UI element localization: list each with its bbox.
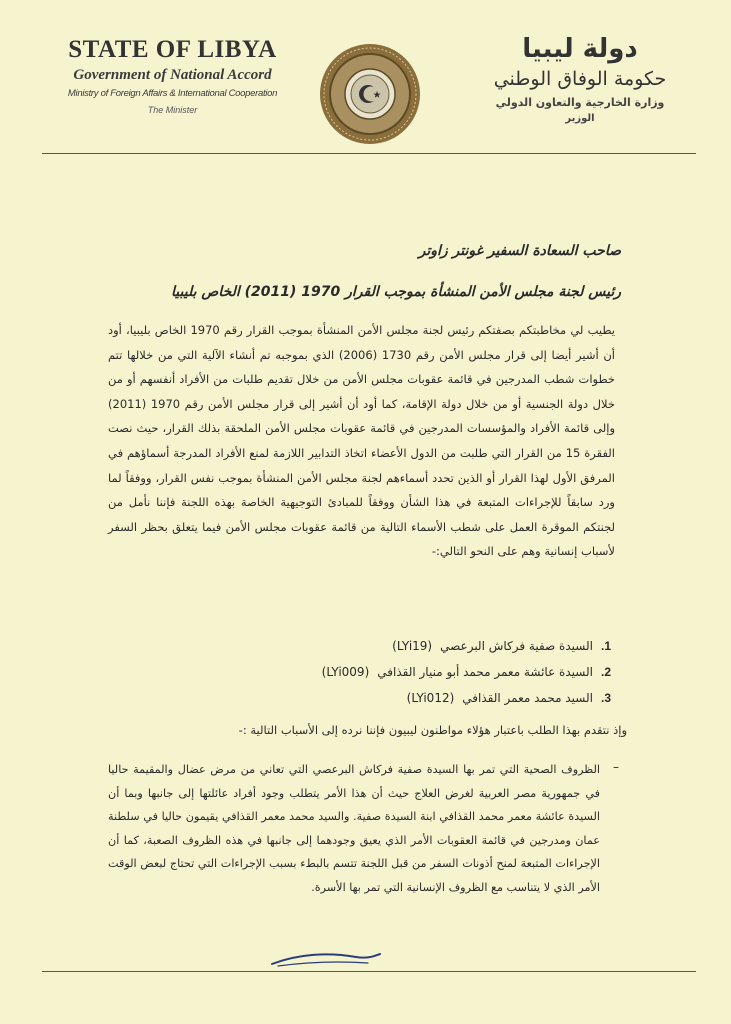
list-item-number: 3. bbox=[600, 691, 611, 705]
reasons-dash: – bbox=[613, 760, 619, 774]
letterhead-state-ar: دولة ليبيا bbox=[522, 34, 638, 64]
list-item-number: 1. bbox=[600, 639, 611, 653]
list-item bbox=[211, 685, 611, 711]
salutation: صاحب السعادة السفير غونتر زاوتر bbox=[418, 243, 621, 259]
list-item-name: السيدة صفية فركاش البرعصي bbox=[440, 639, 593, 653]
state-seal-icon bbox=[318, 42, 422, 146]
list-item-code: (LYi012) bbox=[406, 691, 455, 705]
request-paragraph: وإذ نتقدم بهذا الطلب باعتبار هؤلاء مواطنون ليبيون فإننا نرده إلى الأسباب التالية :- bbox=[238, 723, 627, 737]
letterhead-english bbox=[60, 36, 285, 115]
subject-line: رئيس لجنة مجلس الأمن المنشأة بموجب القرار 1970 (2011) الخاص بليبيا bbox=[171, 284, 621, 300]
list-item-code: (LYi009) bbox=[321, 665, 370, 679]
letter-body: يطيب لي مخاطبتكم بصفتكم رئيس لجنة مجلس الأمن المنشأة بموجب القرار رقم 1970 الخاص بليبيا، أود أن أشير أيضا إلى قرار مجلس الأمن رقم 1730 (2006) الذي بموجبه تم أنشاء الآلية التي من خلالها تتم خطوات شطب المدرجين في قائمة عقوبات مجلس الأمن من خلال تقديم طلبات من الأفراد أنفسهم أو من خلال دولة الجنسية أو من خلال دولة الإقامة، كما أود أن أشير إلى قرار مجلس الأمن رقم 1970 (2011) وإلى قائمة الأفراد والمؤسسات المدرجين في قائمة عقوبات مجلس الأمن الملحقة بذلك القرار، حيث نصت الفقرة 15 من القرار التي طلبت من الدول الأعضاء اتخاذ التدابير اللازمة لمنع الأفراد المدرجة أسماؤهم في المرفق الأول لهذا القرار أو الذين تحدد أسماءهم لجنة مجلس الأمن المنشأة بموجب نفس القرار، ووفقاً لما ورد سابقاً للإجراءات المتبعة في هذا الشأن ووفقاً للمبادئ التوجيهية الخاصة بهذه اللجنة فإننا نأمل من لجنتكم الموقرة العمل على شطب الأسماء التالية من قائمة عقوبات مجلس الأمن فيما يتعلق بحظر السفر لأسباب إنسانية وهم على النحو التالي:- bbox=[108, 323, 616, 559]
letterhead-ministry-ar: وزارة الخارجية والتعاون الدولي bbox=[495, 96, 665, 109]
header-divider bbox=[42, 153, 696, 154]
names-list bbox=[211, 633, 611, 711]
letterhead-state-en: STATE OF LIBYA bbox=[68, 36, 277, 63]
letterhead-arabic bbox=[470, 34, 690, 124]
footer-divider bbox=[42, 971, 696, 972]
list-item-code: (LYi19) bbox=[392, 639, 433, 653]
letterhead-government-ar: حكومة الوفاق الوطني bbox=[493, 68, 667, 90]
signature-icon bbox=[268, 948, 388, 972]
list-item-number: 2. bbox=[600, 665, 611, 679]
letterhead-government-en: Government of National Accord bbox=[73, 67, 272, 83]
reasons-paragraph: الظروف الصحية التي تمر بها السيدة صفية فركاش البرعصي التي تعاني من مرض عضال والمقيمة حاليا في جمهورية مصر العربية لغرض العلاج حيث أن هذا الأمر يتطلب وجود أفراد عائلتها إلى جانبها وبما أن السيدة عائشة معمر محمد القذافي ابنة السيدة صفية. والسيد محمد معمر القذافي يقيمون حاليا في سلطنة عمان ومدرجين في قائمة العقوبات الأمر الذي يعيق وجودهما إلى جانبها في هذه الظروف الصعبة، كما أن الإجراءات المتبعة لمنح أذونات السفر من قبل اللجنة تتسم بالبطء بسبب الإجراءات التي تحتاج لبعض الوقت الأمر الذي لا يتناسب مع الظروف الإنسانية التي تمر بها الأسرة. bbox=[108, 763, 600, 894]
list-item bbox=[211, 633, 611, 659]
letterhead-minister-en: The Minister bbox=[147, 105, 198, 115]
list-item-name: السيد محمد معمر القذافي bbox=[462, 691, 593, 705]
list-item-name: السيدة عائشة معمر محمد أبو منيار القذافي bbox=[377, 665, 593, 679]
letterhead-minister-ar: الوزير bbox=[565, 113, 595, 124]
letterhead-ministry-en: Ministry of Foreign Affairs & International Cooperation bbox=[67, 88, 278, 99]
list-item bbox=[211, 659, 611, 685]
